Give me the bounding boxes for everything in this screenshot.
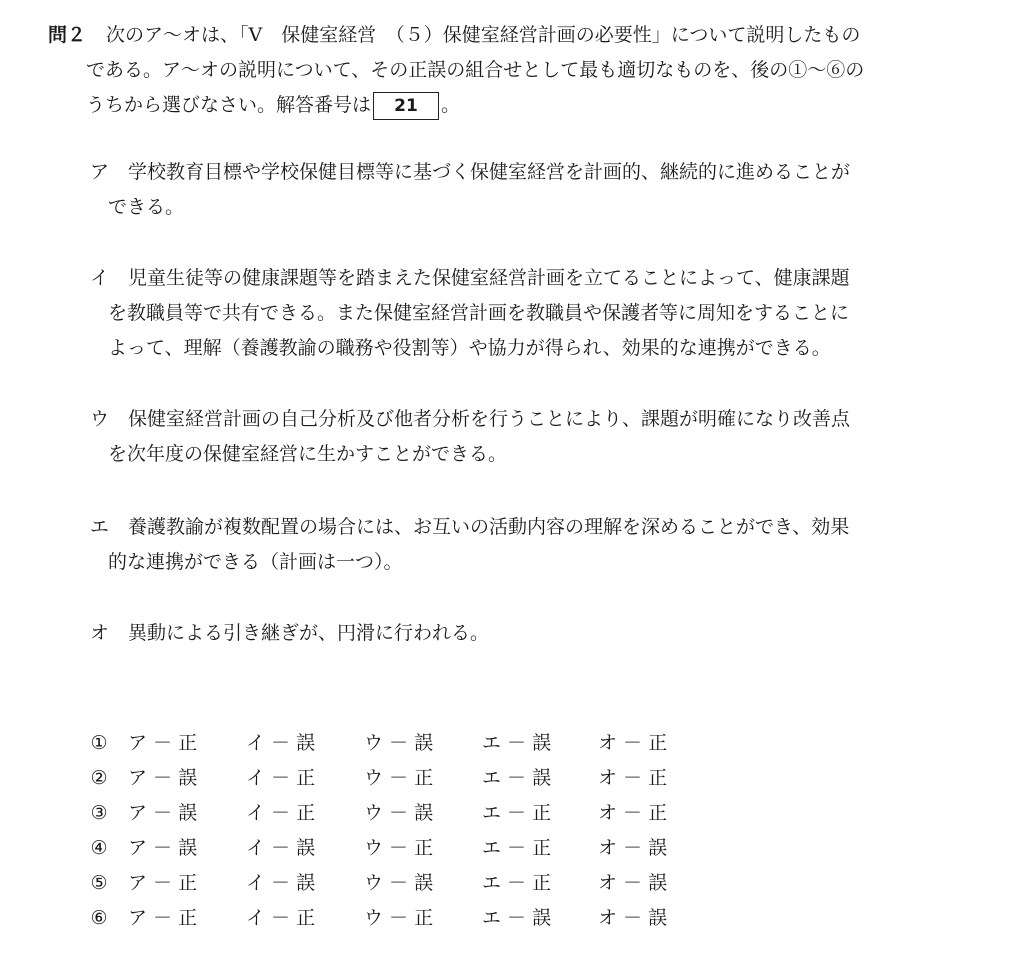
choice-number: ⑤ bbox=[90, 872, 108, 894]
statement-label: エ bbox=[90, 516, 110, 538]
statement-line: 保健室経営計画の自己分析及び他者分析を行うことにより、課題が明確になり改善点 bbox=[128, 408, 851, 430]
statement-line: 児童生徒等の健康課題等を踏まえた保健室経営計画を立てることによって、健康課題 bbox=[128, 267, 850, 289]
choice-cell: オ － 誤 bbox=[598, 837, 668, 859]
choice-cell: イ － 正 bbox=[246, 767, 316, 789]
statement-label: オ bbox=[90, 622, 110, 644]
choice-cell: ウ － 正 bbox=[364, 907, 434, 929]
choice-cell: イ － 正 bbox=[246, 802, 316, 824]
choice-cell: オ － 正 bbox=[598, 767, 668, 789]
choice-number: ② bbox=[90, 767, 108, 789]
choice-cell: イ － 誤 bbox=[246, 872, 316, 894]
choice-cell: ア － 正 bbox=[128, 732, 198, 754]
choice-cell: オ － 誤 bbox=[598, 872, 668, 894]
statement-line: できる。 bbox=[108, 196, 185, 218]
statement-line: 異動による引き継ぎが、円滑に行われる。 bbox=[128, 622, 490, 644]
statement-line: 的な連携ができる（計画は一つ）。 bbox=[108, 551, 403, 573]
choice-cell: ウ － 正 bbox=[364, 837, 434, 859]
statement-line: 学校教育目標や学校保健目標等に基づく保健室経営を計画的、継続的に進めることが bbox=[128, 161, 851, 183]
statement-line: を教職員等で共有できる。また保健室経営計画を教職員や保護者等に周知をすることに bbox=[108, 302, 850, 324]
statement-label: ウ bbox=[90, 408, 110, 430]
choice-cell: イ － 正 bbox=[246, 907, 316, 929]
question-text-line-3-after: 。 bbox=[441, 94, 461, 116]
answer-number-box: 21 bbox=[373, 92, 439, 120]
choice-number: ⑥ bbox=[90, 907, 108, 929]
choice-cell: イ － 誤 bbox=[246, 732, 316, 754]
choice-cell: ウ － 誤 bbox=[364, 872, 434, 894]
statement-label: イ bbox=[90, 267, 110, 289]
choice-cell: オ － 正 bbox=[598, 732, 668, 754]
choice-cell: エ － 誤 bbox=[482, 732, 552, 754]
choice-cell: エ － 誤 bbox=[482, 767, 552, 789]
question-number: 問２ bbox=[48, 24, 87, 46]
statement-line: を次年度の保健室経営に生かすことができる。 bbox=[108, 443, 508, 465]
question-text-line-3 bbox=[86, 88, 460, 123]
choice-number: ① bbox=[90, 732, 108, 754]
choice-cell: ウ － 正 bbox=[364, 767, 434, 789]
choice-cell: エ － 誤 bbox=[482, 907, 552, 929]
choice-number: ④ bbox=[90, 837, 108, 859]
choice-cell: ア － 誤 bbox=[128, 767, 198, 789]
choice-cell: エ － 正 bbox=[482, 837, 552, 859]
choice-cell: ウ － 誤 bbox=[364, 802, 434, 824]
choice-cell: オ － 誤 bbox=[598, 907, 668, 929]
statement-label: ア bbox=[90, 161, 110, 183]
statement-line: よって、理解（養護教諭の職務や役割等）や協力が得られ、効果的な連携ができる。 bbox=[108, 337, 831, 359]
choice-cell: ア － 誤 bbox=[128, 837, 198, 859]
choice-cell: オ － 正 bbox=[598, 802, 668, 824]
choice-cell: エ － 正 bbox=[482, 872, 552, 894]
choice-cell: ウ － 誤 bbox=[364, 732, 434, 754]
choice-cell: イ － 誤 bbox=[246, 837, 316, 859]
choice-cell: ア － 正 bbox=[128, 907, 198, 929]
statement-line: 養護教諭が複数配置の場合には、お互いの活動内容の理解を深めることができ、効果 bbox=[128, 516, 850, 538]
choice-number: ③ bbox=[90, 802, 108, 824]
choice-cell: エ － 正 bbox=[482, 802, 552, 824]
question-text-line-2: である。ア～オの説明について、その正誤の組合せとして最も適切なものを、後の①～⑥の bbox=[86, 59, 865, 81]
choice-cell: ア － 誤 bbox=[128, 802, 198, 824]
question-text-line-3-before: うちから選びなさい。解答番号は bbox=[86, 94, 372, 116]
question-text-line-1: 次のア～オは、「Ⅴ 保健室経営 （５）保健室経営計画の必要性」について説明したもの bbox=[106, 24, 861, 46]
choice-cell: ア － 正 bbox=[128, 872, 198, 894]
